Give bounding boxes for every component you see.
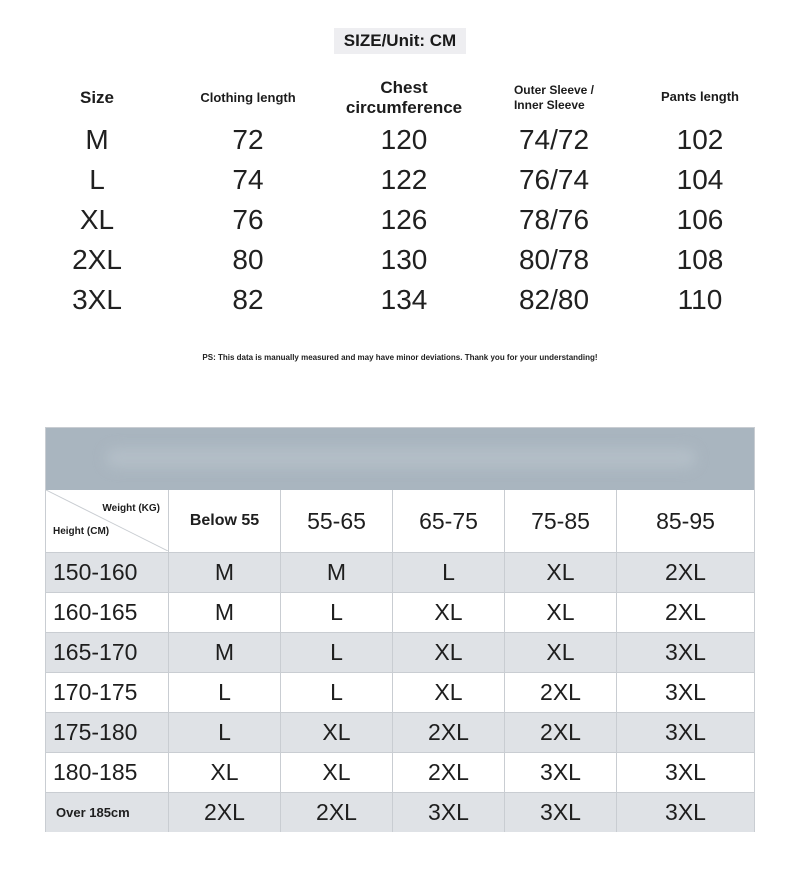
size-value-cell: 122 <box>380 164 428 195</box>
height-row <box>46 672 754 712</box>
size-value-cell: 110 <box>677 284 723 315</box>
recommended-size-cell: 3XL <box>392 793 504 832</box>
weight-header-1: 55-65 <box>280 490 392 552</box>
recommended-size-cell: 3XL <box>616 793 754 832</box>
size-value-cell: 80/78 <box>518 244 590 275</box>
size-value-cell: 78/76 <box>518 204 590 235</box>
table-banner <box>46 428 754 490</box>
height-range-cell: 165-170 <box>53 639 138 665</box>
recommended-size-cell: M <box>280 553 392 592</box>
recommended-size-cell: M <box>168 633 280 672</box>
height-range-cell: 150-160 <box>53 559 138 585</box>
size-chart-row <box>0 204 800 238</box>
height-range-cell: 160-165 <box>53 599 138 625</box>
size-value-cell: 74/72 <box>518 124 590 155</box>
weight-header-row <box>46 490 754 552</box>
recommended-size-cell: 3XL <box>504 793 616 832</box>
size-label-cell: XL <box>79 204 115 235</box>
recommended-size-cell: 2XL <box>616 553 754 592</box>
height-row <box>46 632 754 672</box>
height-range-cell: 170-175 <box>53 679 138 705</box>
recommended-size-cell: M <box>168 593 280 632</box>
size-recommendation-table <box>45 427 755 832</box>
recommended-size-cell: 3XL <box>616 633 754 672</box>
height-range-cell: Over 185cm <box>56 805 130 820</box>
size-chart-row <box>0 244 800 278</box>
page-title <box>0 28 800 54</box>
recommended-size-cell: XL <box>504 633 616 672</box>
recommended-size-cell: L <box>280 673 392 712</box>
size-value-cell: 108 <box>676 244 724 275</box>
height-row <box>46 592 754 632</box>
height-range-cell: 175-180 <box>53 719 138 745</box>
recommended-size-cell: XL <box>504 553 616 592</box>
header-sleeve: Outer Sleeve / Inner Sleeve <box>513 83 595 112</box>
size-value-cell: 102 <box>676 124 724 155</box>
size-label-cell: L <box>89 164 105 195</box>
weight-header-0: Below 55 <box>168 490 280 552</box>
recommended-size-cell: 3XL <box>616 713 754 752</box>
recommended-size-cell: 2XL <box>392 753 504 792</box>
size-label-cell: 2XL <box>72 244 122 275</box>
size-label-cell: M <box>85 124 109 155</box>
recommended-size-cell: 2XL <box>280 793 392 832</box>
recommended-size-cell: 2XL <box>392 713 504 752</box>
size-value-cell: 82 <box>232 284 264 315</box>
header-clothing-length: Clothing length <box>200 90 296 105</box>
size-value-cell: 104 <box>676 164 724 195</box>
recommended-size-cell: 2XL <box>504 713 616 752</box>
measurement-note: PS: This data is manually measured and may have minor deviations. Thank you for your understanding! <box>202 353 598 362</box>
size-value-cell: 130 <box>380 244 428 275</box>
height-axis-label: Height (CM) <box>53 526 110 537</box>
recommended-size-cell: XL <box>280 753 392 792</box>
recommended-size-cell: M <box>168 553 280 592</box>
size-chart-header-row <box>0 78 800 118</box>
header-chest: Chest circumference <box>345 78 463 117</box>
header-pants-length: Pants length <box>660 89 740 104</box>
size-value-cell: 82/80 <box>518 284 590 315</box>
size-chart-row <box>0 124 800 158</box>
header-size: Size <box>79 88 115 107</box>
size-value-cell: 126 <box>380 204 428 235</box>
size-chart-row <box>0 284 800 318</box>
size-value-cell: 80 <box>232 244 264 275</box>
height-row <box>46 752 754 792</box>
size-value-cell: 74 <box>232 164 264 195</box>
size-value-cell: 76 <box>232 204 264 235</box>
size-chart-row <box>0 164 800 198</box>
banner-blur <box>106 448 696 468</box>
title-text: SIZE/Unit: CM <box>334 28 466 54</box>
recommended-size-cell: XL <box>504 593 616 632</box>
recommended-size-cell: XL <box>168 753 280 792</box>
recommended-size-cell: 3XL <box>616 753 754 792</box>
recommended-size-cell: 3XL <box>616 673 754 712</box>
weight-header-2: 65-75 <box>392 490 504 552</box>
weight-header-3: 75-85 <box>504 490 616 552</box>
recommended-size-cell: L <box>280 633 392 672</box>
size-value-cell: 120 <box>380 124 428 155</box>
recommended-size-cell: L <box>168 713 280 752</box>
size-value-cell: 106 <box>676 204 724 235</box>
size-label-cell: 3XL <box>72 284 122 315</box>
height-row <box>46 552 754 592</box>
recommended-size-cell: L <box>280 593 392 632</box>
corner-diagonal <box>46 490 168 551</box>
recommended-size-cell: 2XL <box>504 673 616 712</box>
recommended-size-cell: XL <box>392 593 504 632</box>
weight-header-4: 85-95 <box>616 490 754 552</box>
recommended-size-cell: 3XL <box>504 753 616 792</box>
size-value-cell: 72 <box>232 124 264 155</box>
height-row <box>46 792 754 832</box>
recommended-size-cell: L <box>168 673 280 712</box>
recommended-size-cell: 2XL <box>168 793 280 832</box>
recommended-size-cell: XL <box>392 633 504 672</box>
height-row <box>46 712 754 752</box>
recommended-size-cell: XL <box>392 673 504 712</box>
weight-axis-label: Weight (KG) <box>102 503 160 514</box>
corner-cell <box>46 490 168 551</box>
recommended-size-cell: XL <box>280 713 392 752</box>
height-range-cell: 180-185 <box>53 759 138 785</box>
recommended-size-cell: 2XL <box>616 593 754 632</box>
size-value-cell: 134 <box>380 284 428 315</box>
size-value-cell: 76/74 <box>518 164 590 195</box>
recommended-size-cell: L <box>392 553 504 592</box>
